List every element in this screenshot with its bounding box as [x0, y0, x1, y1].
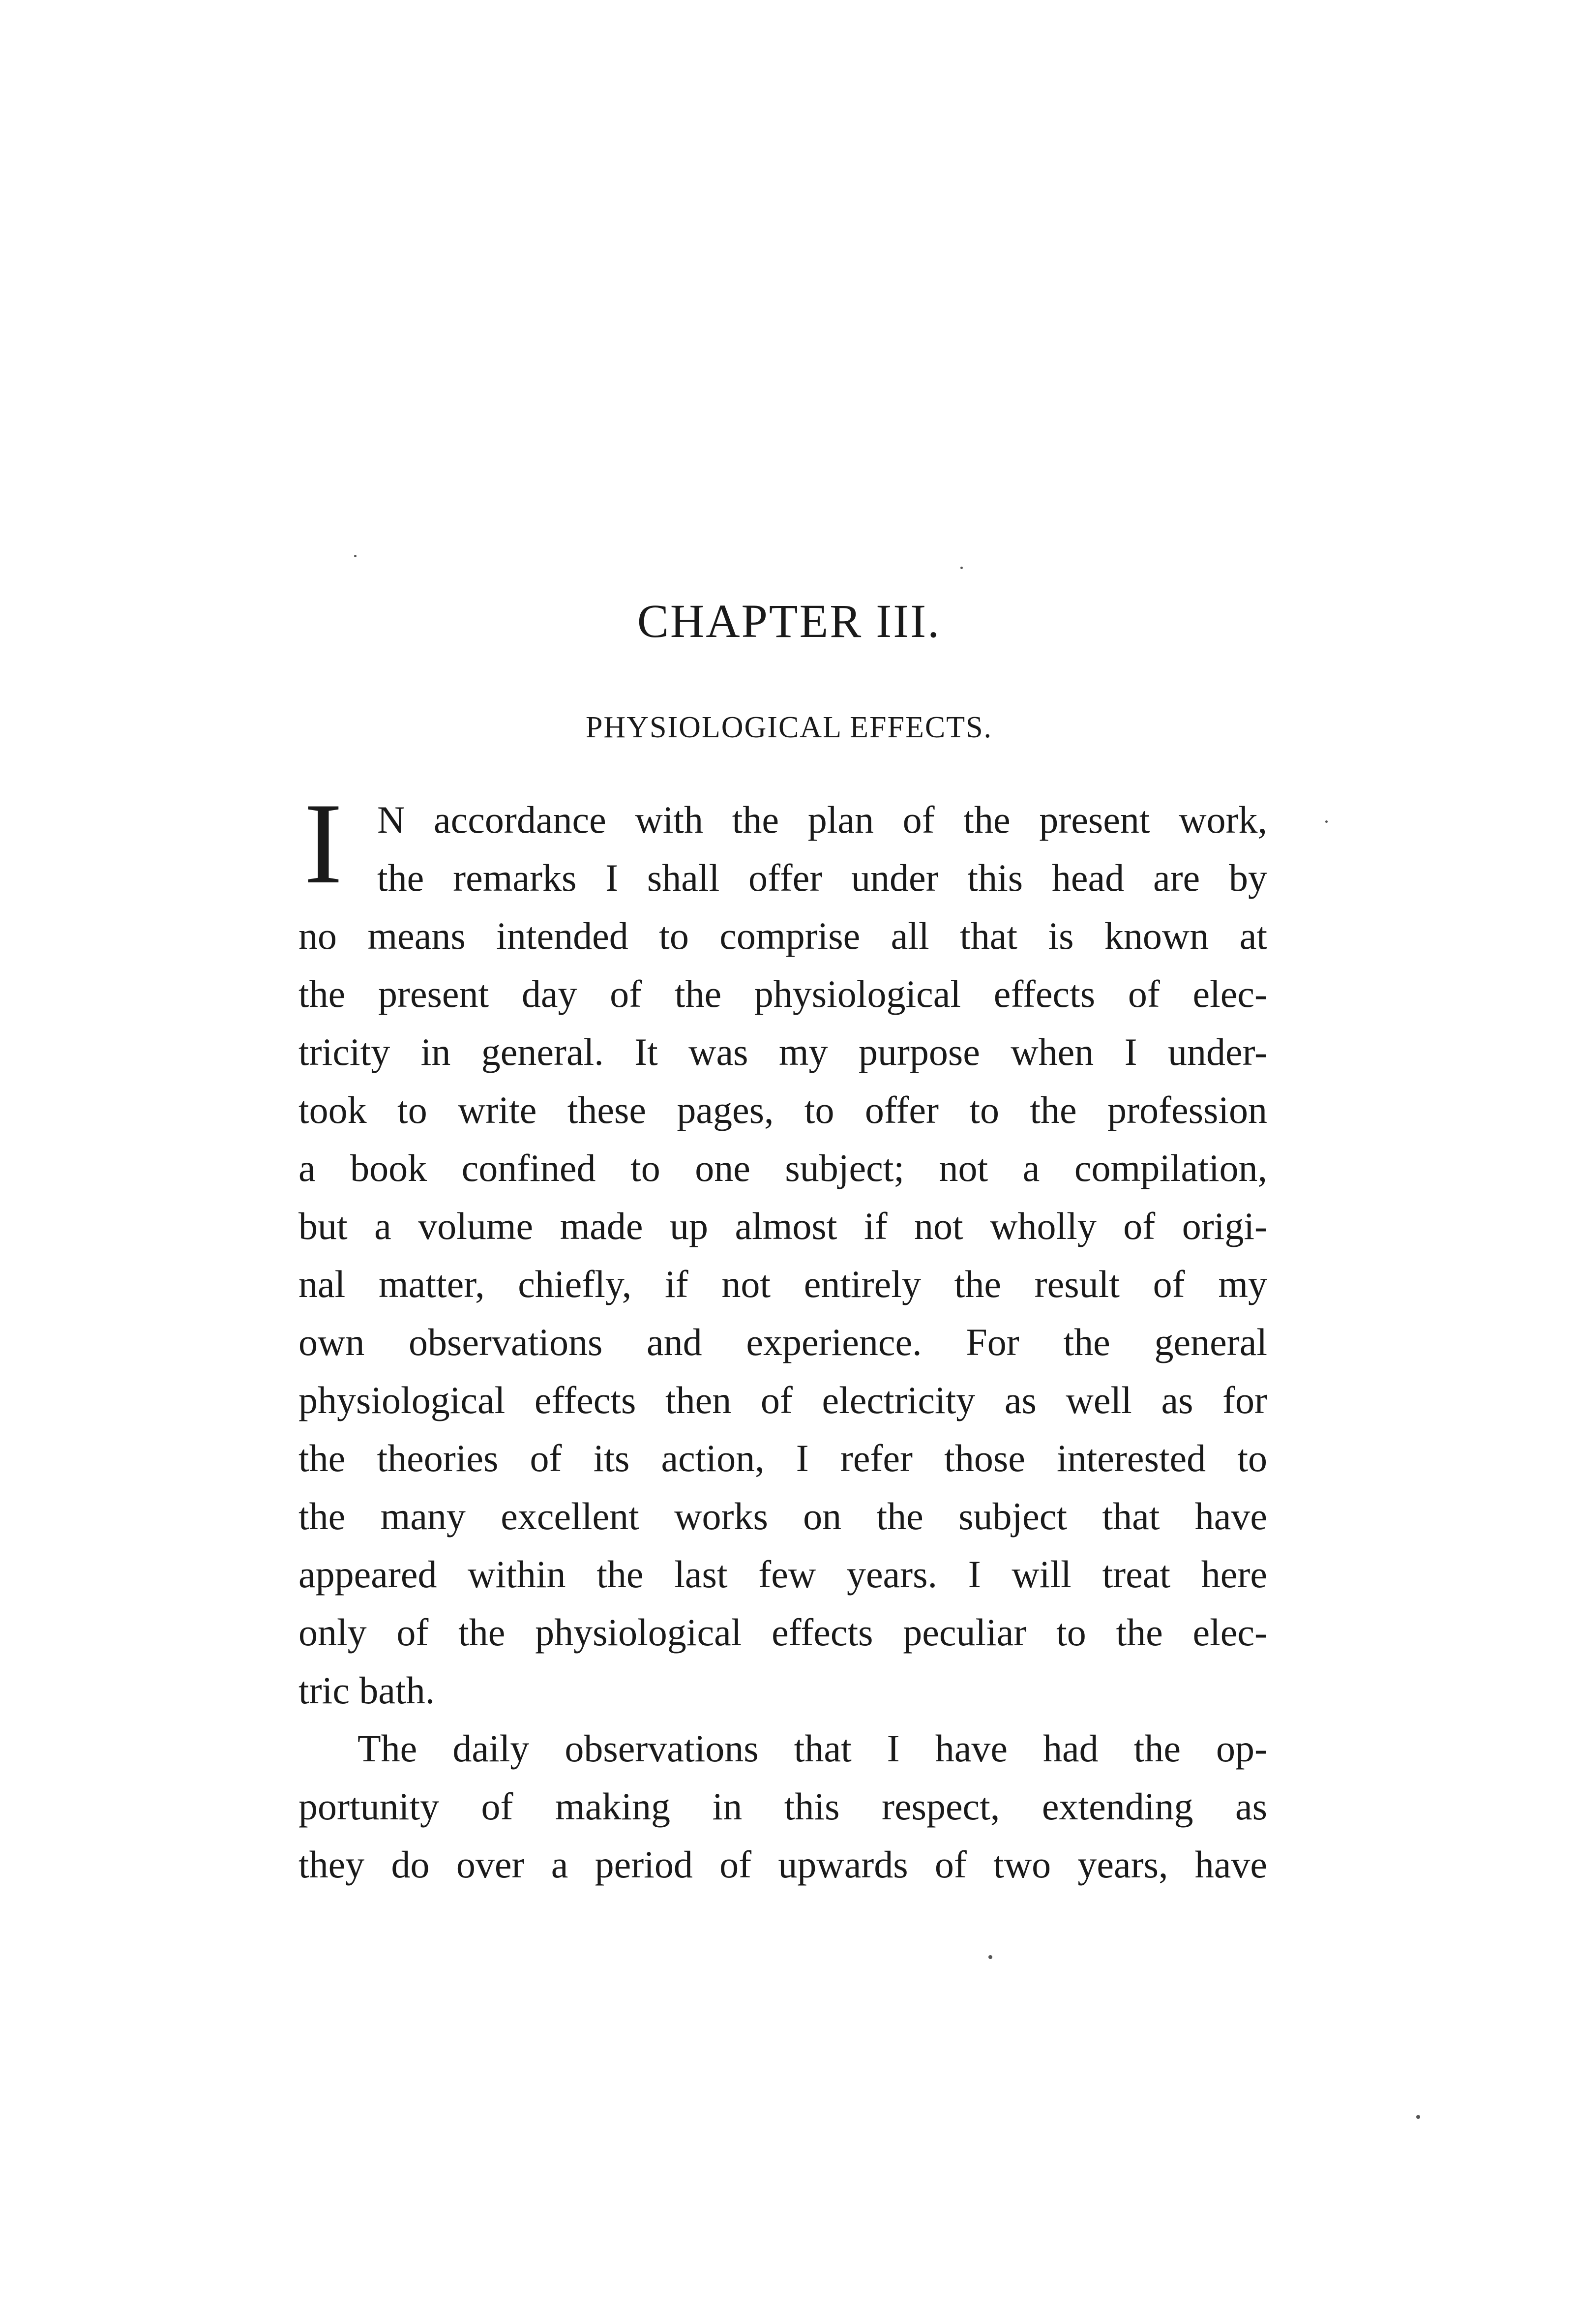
scan-speck: [988, 1955, 992, 1959]
text-line: the many excellent works on the subject that have: [298, 1495, 1267, 1538]
text-line: tric bath.: [298, 1669, 435, 1712]
text-line: The daily observations that I have had the op-: [357, 1727, 1267, 1770]
scan-speck: [960, 567, 963, 569]
section-title: PHYSIOLOGICAL EFFECTS.: [585, 711, 993, 744]
text-line: N accordance with the plan of the present work,: [377, 798, 1267, 841]
text-line: only of the physiological effects peculiar to the elec-: [298, 1611, 1267, 1654]
scan-speck: [1325, 820, 1328, 823]
chapter-title: CHAPTER III.: [637, 595, 941, 647]
text-line: portunity of making in this respect, extending as: [298, 1785, 1267, 1828]
text-line: but a volume made up almost if not wholly of origi-: [298, 1205, 1267, 1247]
text-line: own observations and experience. For the general: [298, 1321, 1267, 1363]
text-line: physiological effects then of electricity as well as for: [298, 1379, 1267, 1421]
text-line: nal matter, chiefly, if not entirely the result of my: [298, 1263, 1267, 1305]
text-line: appeared within the last few years. I will treat here: [298, 1553, 1267, 1596]
text-line: tricity in general. It was my purpose when I under-: [298, 1030, 1267, 1073]
scan-speck: [354, 555, 357, 557]
text-line: the theories of its action, I refer those interested to: [298, 1437, 1267, 1479]
text-line: the remarks I shall offer under this head are by: [377, 856, 1267, 899]
text-line: they do over a period of upwards of two years, have: [298, 1843, 1267, 1886]
drop-cap: I: [304, 780, 343, 908]
text-line: took to write these pages, to offer to the profession: [298, 1088, 1267, 1131]
text-line: a book confined to one subject; not a compilation,: [298, 1147, 1267, 1189]
text-line: the present day of the physiological effects of elec-: [298, 972, 1267, 1015]
text-line: no means intended to comprise all that is known at: [298, 914, 1267, 957]
scan-speck: [1416, 2115, 1420, 2119]
